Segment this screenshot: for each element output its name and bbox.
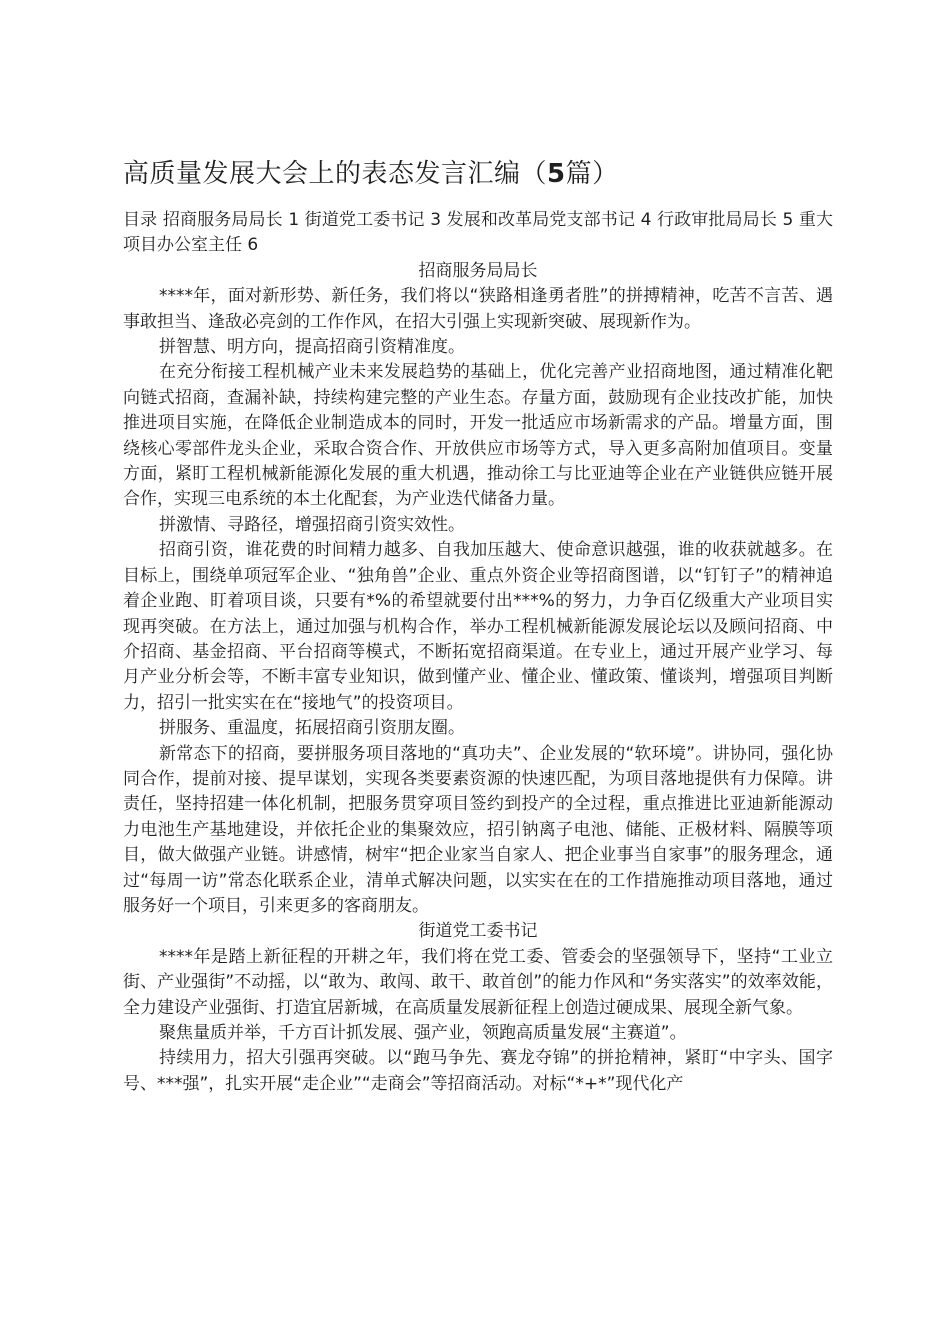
paragraph: 持续用力，招大引强再突破。以“跑马争先、赛龙夺锦”的拼抢精神，紧盯“中字头、国字号、***强”，扎实开展“走企业”“走商会”等招商活动。对标“*+*”现代化产 [123,1048,833,1094]
paragraph-subheading: 拼智慧、明方向，提高招商引资精准度。 [159,337,465,358]
section-investment-bureau [123,259,833,920]
document-page [123,150,833,1097]
paragraph: 新常态下的招商，要拼服务项目落地的“真功夫”、企业发展的“软环境”。讲协同，强化协同合作，提前对接、提早谋划，实现各类要素资源的快速匹配，为项目落地提供有力保障。讲责任，坚持招建一体化机制，把服务贯穿项目签约到投产的全过程，重点推进比亚迪新能源动力电池生产基地建设，并依托企业的集聚效应，招引钠离子电池、储能、正极材料、隔膜等项目，做大做强产业链。讲感情，树牢“把企业家当自家人、把企业事当自家事”的服务理念，通过“每周一访”常态化联系企业，清单式解决问题，以实实在在的工作措施推动项目落地，通过服务好一个项目，引来更多的客商朋友。 [123,743,833,916]
paragraph: ****年是踏上新征程的开耕之年，我们将在党工委、管委会的坚强领导下，坚持“工业立街、产业强街”不动摇，以“敢为、敢闯、敢干、敢首创”的能力作风和“务实落实”的效率效能，全力建设产业强街、打造宜居新城，在高质量发展新征程上创造过硬成果、展现全新气象。 [123,946,833,1018]
paragraph: 在充分衔接工程机械产业未来发展趋势的基础上，优化完善产业招商地图，通过精准化靶向链式招商，查漏补缺，持续构建完整的产业生态。存量方面，鼓励现有企业技改扩能，加快推进项目实施，在降低企业制造成本的同时，开发一批适应市场新需求的产品。增量方面，围绕核心零部件龙头企业，采取合资合作、开放供应市场等方式，导入更多高附加值项目。变量方面，紧盯工程机械新能源化发展的重大机遇，推动徐工与比亚迪等企业在产业链供应链开展合作，实现三电系统的本土化配套，为产业迭代储备力量。 [123,362,833,510]
paragraph-subheading: 拼服务、重温度，拓展招商引资朋友圈。 [159,718,465,739]
paragraph: ****年，面对新形势、新任务，我们将以“狭路相逢勇者胜”的拼搏精神，吃苦不言苦、遇事敢担当、逢敌必亮剑的工作作风，在招大引强上实现新突破、展现新作为。 [123,286,833,332]
document-title [123,150,833,198]
paragraph: 招商引资，谁花费的时间精力越多、自我加压越大、使命意识越强，谁的收获就越多。在目标上，围绕单项冠军企业、“独角兽”企业、重点外资企业等招商图谱，以“钉钉子”的精神追着企业跑、盯着项目谈，只要有*%的希望就要付出***%的努力，力争百亿级重大产业项目实现再突破。在方法上，通过加强与机构合作，举办工程机械新能源发展论坛以及顾问招商、中介招商、基金招商、平台招商等模式，不断拓宽招商渠道。在专业上，通过开展产业学习、每月产业分析会等，不断丰富专业知识，做到懂产业、懂企业、懂政策、懂谈判，增强项目判断力，招引一批实实在在“接地气”的投资项目。 [123,540,833,713]
paragraph-subheading: 聚焦量质并举，千方百计抓发展、强产业，领跑高质量发展“主赛道”。 [159,1023,687,1043]
title-prefix: 高质量发展大会上的表态发言汇编（ [123,159,548,189]
table-of-contents: 目录 招商服务局局长 1 街道党工委书记 3 发展和改革局党支部书记 4 行政审批局局长 5 重大项目办公室主任 6 [123,210,833,256]
title-count: 5 [547,159,566,189]
section-heading: 招商服务局局长 [418,260,538,281]
section-heading: 街道党工委书记 [418,921,538,942]
title-suffix: 篇） [565,159,619,189]
paragraph-subheading: 拼激情、寻路径，增强招商引资实效性。 [159,514,465,535]
section-street-party-secretary [123,919,833,1097]
